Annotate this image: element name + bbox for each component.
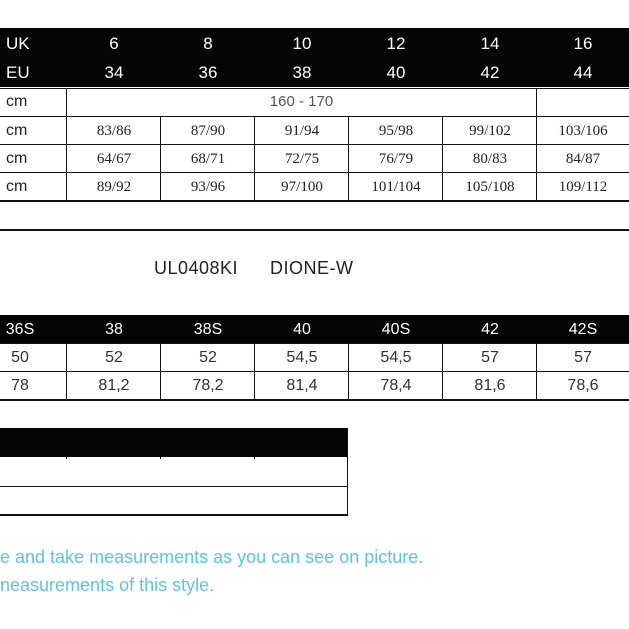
measurement-cell: 72/75 — [284, 151, 320, 167]
grid-line — [0, 172, 629, 173]
grid-line — [0, 200, 629, 202]
size-header: 38S — [193, 321, 223, 338]
size-header: 36S — [5, 321, 35, 338]
uk-size: 8 — [203, 34, 213, 53]
value-cell: 78,4 — [380, 377, 412, 394]
grid-line — [347, 428, 348, 516]
eu-label: EU — [6, 63, 30, 82]
value-cell: 81,2 — [98, 377, 130, 394]
grid-line — [348, 116, 349, 201]
measurement-cell: 109/112 — [558, 179, 608, 195]
measurement-cell: 80/83 — [472, 151, 508, 167]
eu-size: 42 — [480, 63, 500, 82]
grid-line — [0, 399, 629, 401]
row-unit-label: cm — [6, 150, 28, 167]
measurement-cell: 76/79 — [378, 151, 414, 167]
measurement-cell: 103/106 — [558, 123, 608, 139]
grid-line — [442, 116, 443, 201]
grid-line — [254, 116, 255, 201]
grid-line — [66, 88, 67, 201]
measurement-cell: 105/108 — [465, 179, 515, 195]
measurement-cell: 83/86 — [96, 123, 132, 139]
value-cell: 54,5 — [286, 349, 318, 366]
row-unit-label: cm — [6, 122, 28, 139]
grid-line — [0, 88, 629, 89]
grid-line — [0, 371, 629, 372]
value-cell: 54,5 — [380, 349, 412, 366]
value-cell: 57 — [481, 349, 499, 366]
measurement-cell: 89/92 — [96, 179, 132, 195]
eu-size: 34 — [104, 63, 124, 82]
grid-line — [536, 88, 537, 201]
value-cell: 52 — [105, 349, 123, 366]
row-unit-label: cm — [6, 178, 28, 195]
uk-size: 6 — [109, 34, 119, 53]
value-cell: 50 — [11, 349, 29, 366]
grid-line — [66, 457, 67, 459]
measurement-cell: 84/87 — [565, 151, 601, 167]
grid-line — [0, 514, 348, 516]
height-range: 160 - 170 — [269, 93, 334, 110]
grid-line — [536, 343, 537, 400]
size-header: 40S — [381, 321, 411, 338]
measurement-cell: 91/94 — [284, 123, 320, 139]
eu-size: 44 — [573, 63, 593, 82]
eu-size: 40 — [386, 63, 406, 82]
size-header: 42 — [481, 321, 499, 338]
grid-line — [0, 343, 629, 344]
grid-line — [0, 486, 348, 487]
measurement-cell: 64/67 — [96, 151, 132, 167]
value-cell: 78,2 — [192, 377, 224, 394]
value-cell: 78,6 — [567, 377, 599, 394]
grid-line — [348, 343, 349, 400]
eu-size: 38 — [292, 63, 312, 82]
value-cell: 78 — [11, 377, 29, 394]
measurement-cell: 68/71 — [190, 151, 226, 167]
uk-size: 16 — [573, 34, 593, 53]
uk-size: 14 — [480, 34, 500, 53]
grid-line — [0, 144, 629, 145]
grid-line — [66, 343, 67, 400]
grid-line — [254, 457, 255, 459]
size-header: 42S — [568, 321, 598, 338]
style-name: DIONE-W — [270, 258, 354, 278]
size-header: 38 — [105, 321, 123, 338]
uk-size: 12 — [386, 34, 406, 53]
grid-line — [160, 116, 161, 201]
grid-line — [0, 116, 629, 117]
measurement-cell: 87/90 — [190, 123, 226, 139]
value-cell: 52 — [199, 349, 217, 366]
measurement-note: neasurements of this style. — [0, 575, 215, 595]
uk-size: 10 — [292, 34, 312, 53]
grid-line — [160, 343, 161, 400]
measurement-cell: 101/104 — [371, 179, 421, 195]
measurement-instruction: e and take measurements as you can see on picture. — [0, 547, 424, 567]
value-cell: 57 — [574, 349, 592, 366]
measurement-cell: 97/100 — [281, 179, 323, 195]
size-header: 40 — [293, 321, 311, 338]
eu-size: 36 — [198, 63, 218, 82]
grid-line — [160, 457, 161, 459]
measurement-cell: 99/102 — [469, 123, 511, 139]
measurement-cell: 95/98 — [378, 123, 414, 139]
height-unit-label: cm — [6, 93, 28, 110]
value-cell: 81,4 — [286, 377, 318, 394]
grid-line — [254, 343, 255, 400]
grid-line — [442, 343, 443, 400]
style-code: UL0408KI — [154, 258, 239, 278]
measurement-cell: 93/96 — [190, 179, 226, 195]
value-cell: 81,6 — [474, 377, 506, 394]
uk-label: UK — [6, 34, 30, 53]
section-divider — [0, 229, 629, 231]
empty-header-band — [0, 428, 348, 457]
